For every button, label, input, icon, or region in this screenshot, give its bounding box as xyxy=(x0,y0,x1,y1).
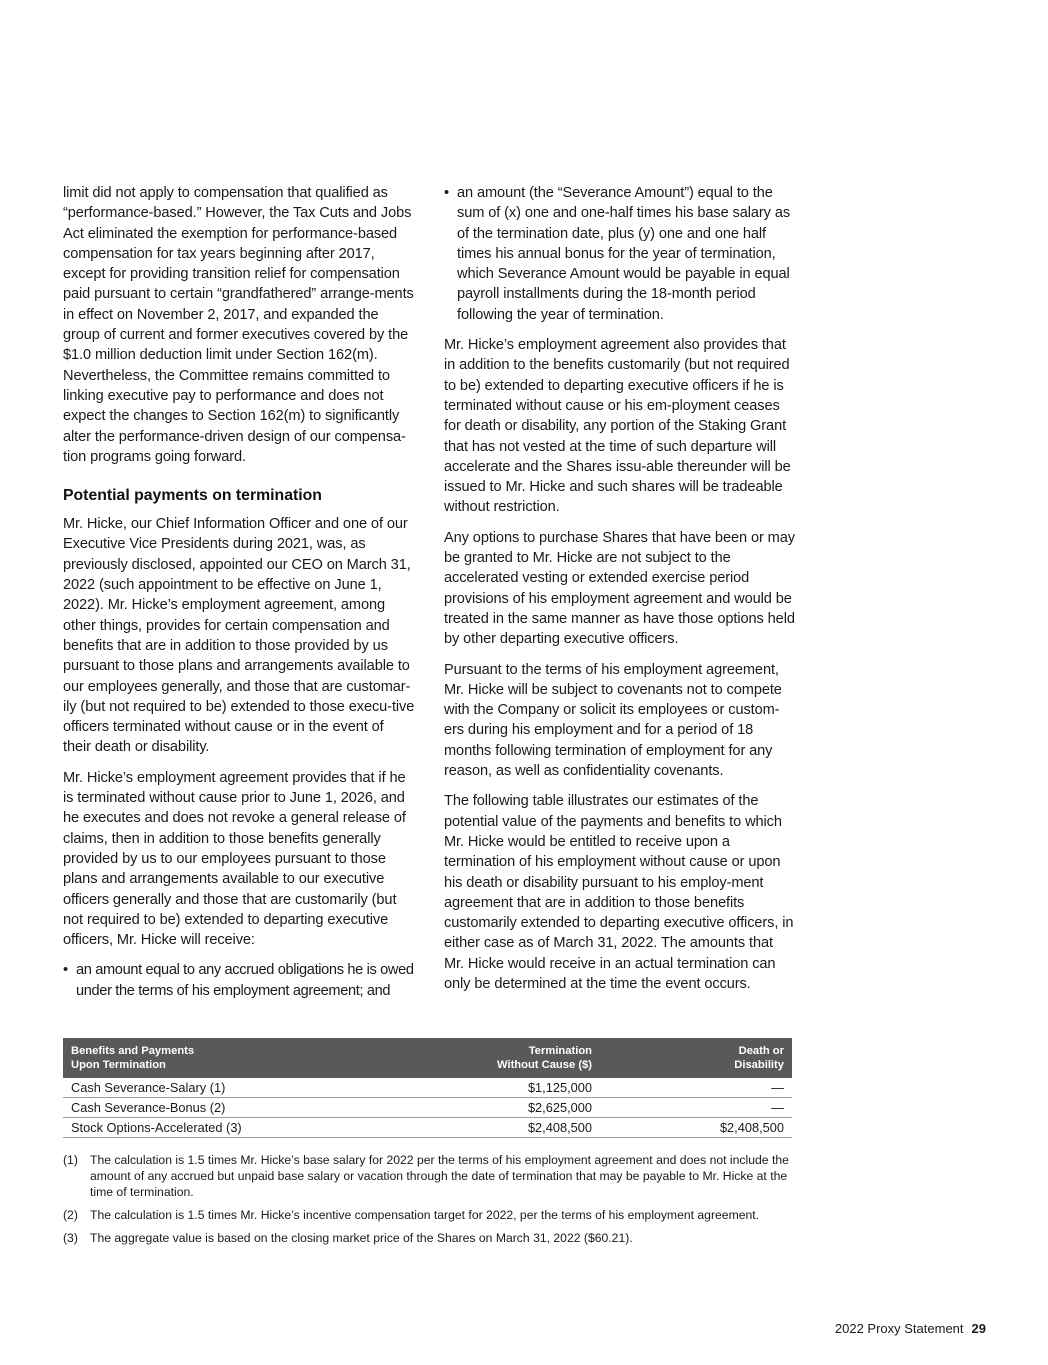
row-label: Cash Severance-Bonus (2) xyxy=(63,1098,483,1118)
paragraph-table-intro: The following table illustrates our estimates of the potential value of the payments and benefits to which Mr. Hicke would be entitled to receive upon a termination of his employment without cause or upon his death or disability pursuant to his employ-ment agreement that are in addition to those benefits customarily extended to departing executive officers, in either case as of March 31, 2022. The amounts that Mr. Hicke would receive in an actual termination can only be determined at the time the event occurs. xyxy=(444,793,794,992)
row-label: Cash Severance-Salary (1) xyxy=(63,1078,483,1098)
row-label: Stock Options-Accelerated (3) xyxy=(63,1118,483,1138)
paragraph-hicke-appointment: Mr. Hicke, our Chief Information Officer and one of our Executive Vice Presidents during 2021, was, as previously disclosed, appointed our CEO on March 31, 2022 (such appointment to be effective on June 1, 2022). Mr. Hicke’s employment agreement, among other things, provides for certain compensation and benefits that are in addition to those provided by us pursuant to those plans and arrangements available to our employees generally, and those that are customar-ily (but not required to be) extended to those execu-tive officers terminated without cause or in the event of their death or disability. xyxy=(63,516,415,756)
without-cause-value: $1,125,000 xyxy=(483,1078,600,1098)
footnote-text: The aggregate value is based on the closing market price of the Shares on March 31, 2022 ($60.21). xyxy=(90,1230,633,1245)
footer-label: 2022 Proxy Statement xyxy=(834,1321,964,1336)
left-column xyxy=(63,183,415,1011)
footnote-text: The calculation is 1.5 times Mr. Hicke’s base salary for 2022 per the terms of his employment agreement and does not include the amount of any accrued but unpaid base salary or vacation through the date of termination that may be payable to Mr. Hicke at the time of termination. xyxy=(90,1153,789,1200)
benefits-list-continued xyxy=(444,183,796,325)
footnote-number: (1) xyxy=(63,1153,78,1167)
table-header-row xyxy=(63,1038,792,1078)
header-death-disability: Death or Disability xyxy=(600,1038,792,1078)
footnote xyxy=(63,1152,793,1201)
header-without-cause: Termination Without Cause ($) xyxy=(483,1038,600,1078)
paragraph-options: Any options to purchase Shares that have been or may be granted to Mr. Hicke are not subject to the accelerated vesting or extended exercise period provisions of his employment agreement and would be treated in the same manner as have those options held by other departing executive officers. xyxy=(444,529,795,648)
table-row xyxy=(63,1098,792,1118)
section-heading: Potential payments on termination xyxy=(63,487,322,505)
page-footer xyxy=(835,1320,986,1338)
footnote-number: (2) xyxy=(63,1208,78,1223)
paragraph-staking-grant: Mr. Hicke’s employment agreement also provides that in addition to the benefits customarily (but not required to be) extended to departing executive officers if he is terminated without cause or his em-ployment ceases for death or disability, any portion of the Staking Grant that has not vested at the time of such departure will accelerate and the Shares issu-able thereunder will be issued to Mr. Hicke and such shares will be tradeable without restriction. xyxy=(444,337,791,516)
right-column xyxy=(444,183,796,1004)
paragraph-section-162m: limit did not apply to compensation that qualified as “performance-based.” However, the Tax Cuts and Jobs Act eliminated the exemption for performance-based compensation for tax years beginning after 2017, except for providing transition relief for compensation paid pursuant to certain “grandfathered” arrange-ments in effect on November 2, 2017, and expanded the group of current and former executives covered by the $1.0 million deduction limit under Section 162(m). Nevertheless, the Committee remains committed to linking executive pay to performance and does not expect the changes to Section 162(m) to significantly alter the performance-driven design of our compensa-tion programs going forward. xyxy=(63,185,414,465)
death-disability-value: $2,408,500 xyxy=(600,1118,792,1138)
death-disability-value: — xyxy=(600,1078,792,1098)
list-item: • an amount equal to any accrued obligations he is owed under the terms of his employment agreement; and xyxy=(63,960,415,1001)
footnote xyxy=(63,1230,793,1246)
without-cause-value: $2,625,000 xyxy=(483,1098,600,1118)
page-number: 29 xyxy=(971,1321,986,1336)
footnotes xyxy=(63,1152,793,1253)
paragraph-covenants: Pursuant to the terms of his employment agreement, Mr. Hicke will be subject to covenants not to compete with the Company or solicit its employees or custom-ers during his employment and for a period of 18 months following termination of employment for any reason, as well as confidentiality covenants. xyxy=(444,661,782,780)
list-item: • an amount (the “Severance Amount”) equal to the sum of (x) one and one-half times his base salary as of the termination date, plus (y) one and one half times his annual bonus for the year of termination, which Severance Amount would be payable in equal payroll installments during the 18-month period following the year of termination. xyxy=(444,183,796,325)
header-benefits: Benefits and Payments Upon Termination xyxy=(63,1038,483,1078)
without-cause-value: $2,408,500 xyxy=(483,1118,600,1138)
termination-payments-table xyxy=(63,1038,792,1138)
table-row xyxy=(63,1118,792,1138)
table-row xyxy=(63,1078,792,1098)
footnote xyxy=(63,1207,793,1223)
footnote-number: (3) xyxy=(63,1230,78,1245)
paragraph-termination-provisions: Mr. Hicke’s employment agreement provides that if he is terminated without cause prior to June 1, 2026, and he executes and does not revoke a general release of claims, then in addition to those benefits generally provided by us to our employees pursuant to those plans and arrangements available to our executive officers generally and those that are customarily (but not required to be) extended to departing executive officers, Mr. Hicke will receive: xyxy=(63,769,406,949)
death-disability-value: — xyxy=(600,1098,792,1118)
benefits-list xyxy=(63,960,415,1001)
footnote-text: The calculation is 1.5 times Mr. Hicke’s incentive compensation target for 2022, per the terms of his employment agreement. xyxy=(90,1208,760,1223)
